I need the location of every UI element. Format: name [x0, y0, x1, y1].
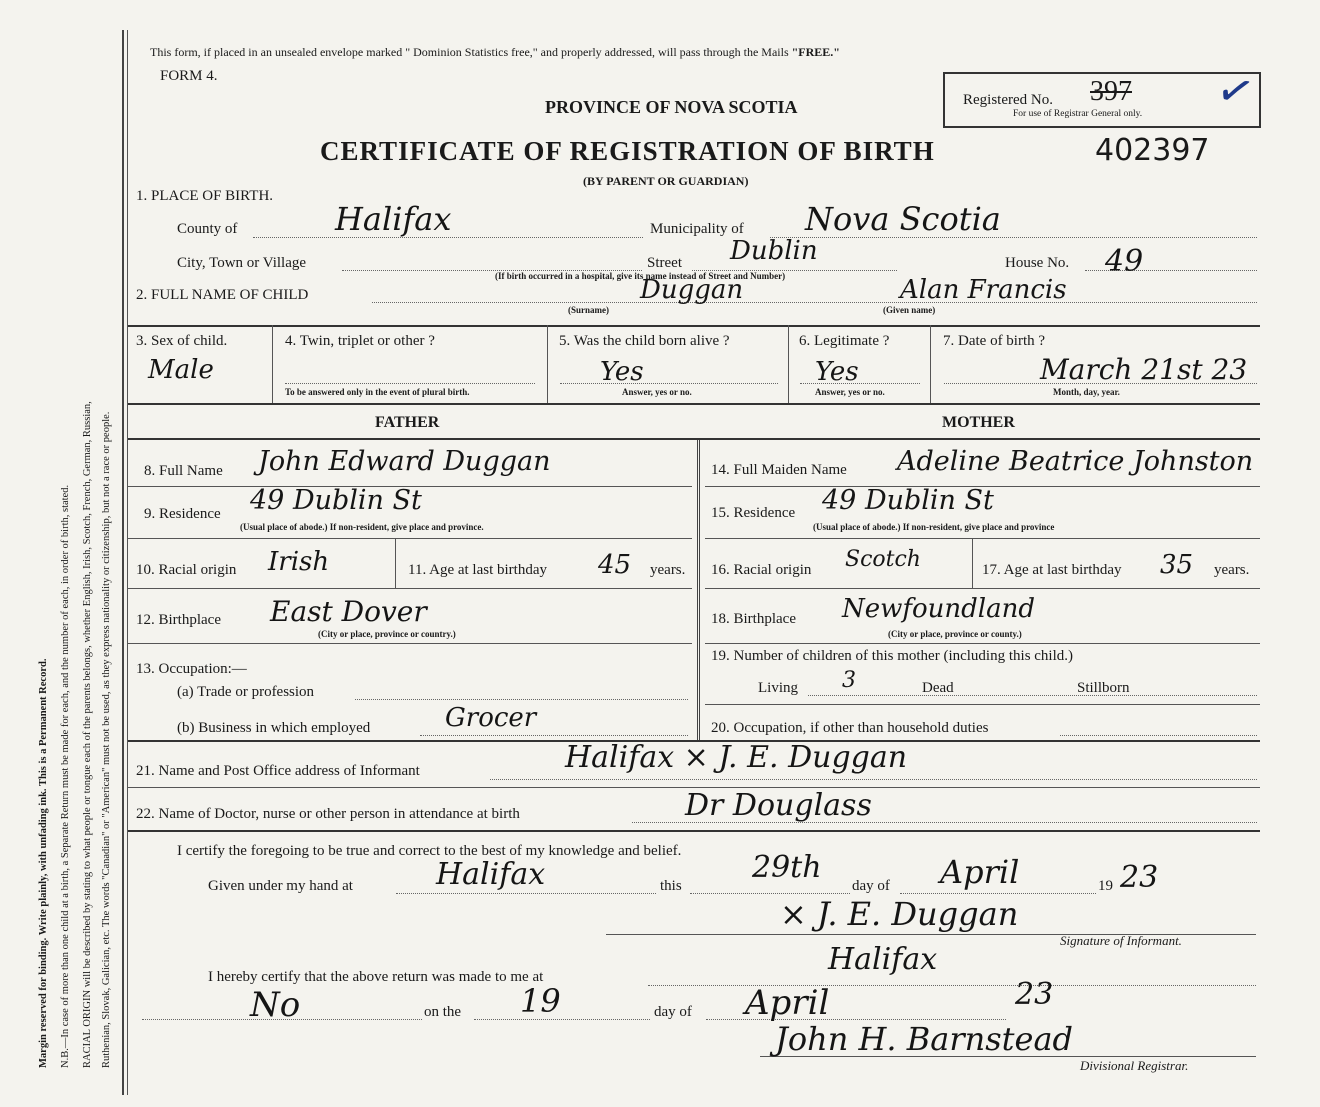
father-age-label: 11. Age at last birthday — [408, 562, 547, 578]
child-name-label: 2. FULL NAME OF CHILD — [136, 287, 309, 303]
legitimate-note: Answer, yes or no. — [815, 387, 885, 397]
given-label: Given under my hand at — [208, 878, 353, 894]
father-heading: FATHER — [375, 414, 440, 431]
sex-label: 3. Sex of child. — [136, 333, 228, 349]
registered-number-box — [943, 63, 1261, 128]
living-label: Living — [758, 680, 798, 696]
registrar-use-note: For use of Registrar General only. — [1013, 109, 1143, 119]
sex-value: Male — [148, 355, 214, 385]
registrar-year: 23 — [1015, 977, 1054, 1012]
mother-children-label: 19. Number of children of this mother (including this child.) — [711, 648, 1074, 664]
place-of-birth-heading: 1. PLACE OF BIRTH. — [136, 188, 274, 204]
father-name-value: John Edward Duggan — [258, 446, 551, 477]
mother-residence-value: 49 Dublin St — [822, 485, 994, 516]
mother-birthplace-label: 18. Birthplace — [711, 611, 796, 627]
mother-occupation-label: 20. Occupation, if other than household duties — [711, 720, 989, 736]
mother-racial-value: Scotch — [845, 547, 921, 572]
doctor-label: 22. Name of Doctor, nurse or other person in attendance at birth — [136, 806, 520, 822]
registrar-caption: Divisional Registrar. — [1080, 1058, 1189, 1073]
margin-note-racial-origin-2: Ruthenian, Slovak, Galician, etc. The words "Canadian" or "American" must not be used, as they express nationality or citizenship, but not a race or people. — [101, 411, 112, 1068]
form-number: FORM 4. — [160, 68, 218, 84]
surname-caption: (Surname) — [568, 305, 609, 315]
father-residence-label: 9. Residence — [144, 506, 221, 522]
province-title: PROVINCE OF NOVA SCOTIA — [545, 97, 798, 117]
father-age-value: 45 — [598, 550, 632, 580]
registrar-signature: John H. Barnstead — [775, 1020, 1074, 1058]
check-mark-icon: ✓ — [1211, 63, 1260, 120]
informant-value: Halifax × J. E. Duggan — [565, 740, 908, 775]
mother-age-value: 35 — [1160, 550, 1194, 580]
dob-label: 7. Date of birth ? — [943, 333, 1046, 349]
father-business-value: Grocer — [445, 703, 537, 733]
hospital-note: (If birth occurred in a hospital, give its name instead of Street and Number) — [495, 271, 786, 281]
father-residence-note: (Usual place of abode.) If non-resident, give place and province. — [240, 522, 484, 532]
house-value: 49 — [1105, 244, 1144, 279]
mother-racial-label: 16. Racial origin — [711, 562, 812, 578]
registrar-month: April — [745, 983, 830, 1023]
father-birthplace-label: 12. Birthplace — [136, 612, 221, 628]
father-business-label: (b) Business in which employed — [177, 720, 371, 736]
mother-residence-note: (Usual place of abode.) If non-resident, give place and province — [813, 522, 1055, 532]
mother-age-label: 17. Age at last birthday — [982, 562, 1122, 578]
alive-note: Answer, yes or no. — [622, 387, 692, 397]
street-value: Dublin — [730, 236, 818, 266]
father-name-label: 8. Full Name — [144, 463, 223, 479]
father-trade-label: (a) Trade or profession — [177, 684, 315, 700]
given-place: Halifax — [436, 857, 546, 892]
registrar-number: No — [250, 985, 301, 1025]
alive-value: Yes — [600, 357, 644, 387]
margin-note-multiple-births: N.B.—In case of more than one child at a birth, a Separate Return must be made for each, and the number of each, in order of birth, stated. — [60, 484, 71, 1068]
day-of-label: day of — [852, 878, 890, 894]
mother-birthplace-note: (City or place, province or county.) — [888, 629, 1022, 639]
certificate-title: CERTIFICATE OF REGISTRATION OF BIRTH — [320, 136, 935, 166]
father-birthplace-note: (City or place, province or country.) — [318, 629, 456, 639]
twin-note: To be answered only in the event of plural birth. — [285, 387, 470, 397]
father-racial-label: 10. Racial origin — [136, 562, 237, 578]
binding-margin-line-inner — [127, 30, 128, 1095]
binding-margin-line — [122, 30, 124, 1095]
registered-number: 397 — [1090, 76, 1132, 107]
dob-value: March 21st 23 — [1040, 353, 1248, 386]
mother-residence-label: 15. Residence — [711, 505, 796, 521]
registrar-certify-text: I hereby certify that the above return was made to me at — [208, 969, 544, 985]
living-value: 3 — [842, 668, 856, 693]
dob-note: Month, day, year. — [1053, 387, 1120, 397]
certify-month: April — [940, 853, 1020, 891]
father-birthplace-value: East Dover — [270, 595, 427, 628]
child-given-name: Alan Francis — [900, 275, 1067, 305]
street-label: Street — [647, 255, 682, 271]
municipality-value: Nova Scotia — [805, 200, 1001, 238]
mother-heading: MOTHER — [942, 414, 1015, 431]
certify-day: 29th — [752, 850, 822, 885]
on-the-label: on the — [424, 1004, 462, 1020]
dead-label: Dead — [922, 680, 954, 696]
informant-signature: × J. E. Duggan — [780, 895, 1019, 933]
year-prefix: 19 — [1098, 878, 1113, 894]
father-racial-value: Irish — [268, 547, 330, 577]
legitimate-label: 6. Legitimate ? — [799, 333, 890, 349]
county-value: Halifax — [335, 200, 452, 238]
mother-name-value: Adeline Beatrice Johnston — [897, 446, 1254, 477]
certify-text: I certify the foregoing to be true and correct to the best of my knowledge and belief. — [177, 843, 682, 859]
legitimate-value: Yes — [815, 357, 859, 387]
given-caption: (Given name) — [883, 305, 936, 315]
margin-note-binding: Margin reserved for binding. Write plainly, with unfading ink. This is a Permanent Record. — [38, 658, 49, 1068]
doctor-value: Dr Douglass — [685, 788, 872, 823]
city-label: City, Town or Village — [177, 255, 307, 271]
certify-year: 23 — [1120, 860, 1159, 895]
municipality-label: Municipality of — [650, 221, 744, 237]
alive-label: 5. Was the child born alive ? — [559, 333, 730, 349]
registrar-day-of-label: day of — [654, 1004, 692, 1020]
stillborn-label: Stillborn — [1077, 680, 1130, 696]
certificate-number: 402397 — [1095, 133, 1210, 168]
mother-years-label: years. — [1214, 562, 1250, 578]
informant-label: 21. Name and Post Office address of Informant — [136, 763, 420, 779]
father-residence-value: 49 Dublin St — [250, 485, 422, 516]
twin-label: 4. Twin, triplet or other ? — [285, 333, 435, 349]
signature-caption: Signature of Informant. — [1060, 933, 1182, 948]
registrar-place: Halifax — [828, 942, 938, 977]
father-years-label: years. — [650, 562, 686, 578]
margin-note-racial-origin-1: RACIAL ORIGIN will be described by stating to what people or tongue each of the parents belongs, whether English, Irish, Scotch, French, German, Russian, — [82, 401, 93, 1068]
this-label: this — [660, 878, 682, 894]
child-surname: Duggan — [640, 275, 744, 305]
father-occupation-label: 13. Occupation:— — [136, 661, 247, 677]
certificate-subtitle: (BY PARENT OR GUARDIAN) — [583, 174, 749, 188]
registrar-day: 19 — [520, 982, 561, 1020]
mother-birthplace-value: Newfoundland — [842, 594, 1036, 624]
mother-name-label: 14. Full Maiden Name — [711, 462, 847, 478]
registered-label: Registered No. — [963, 92, 1053, 108]
mail-notice: This form, if placed in an unsealed envelope marked " Dominion Statistics free," and properly addressed, will pass through the Mails "FREE." — [150, 45, 840, 59]
county-label: County of — [177, 221, 238, 237]
house-label: House No. — [1005, 255, 1070, 271]
